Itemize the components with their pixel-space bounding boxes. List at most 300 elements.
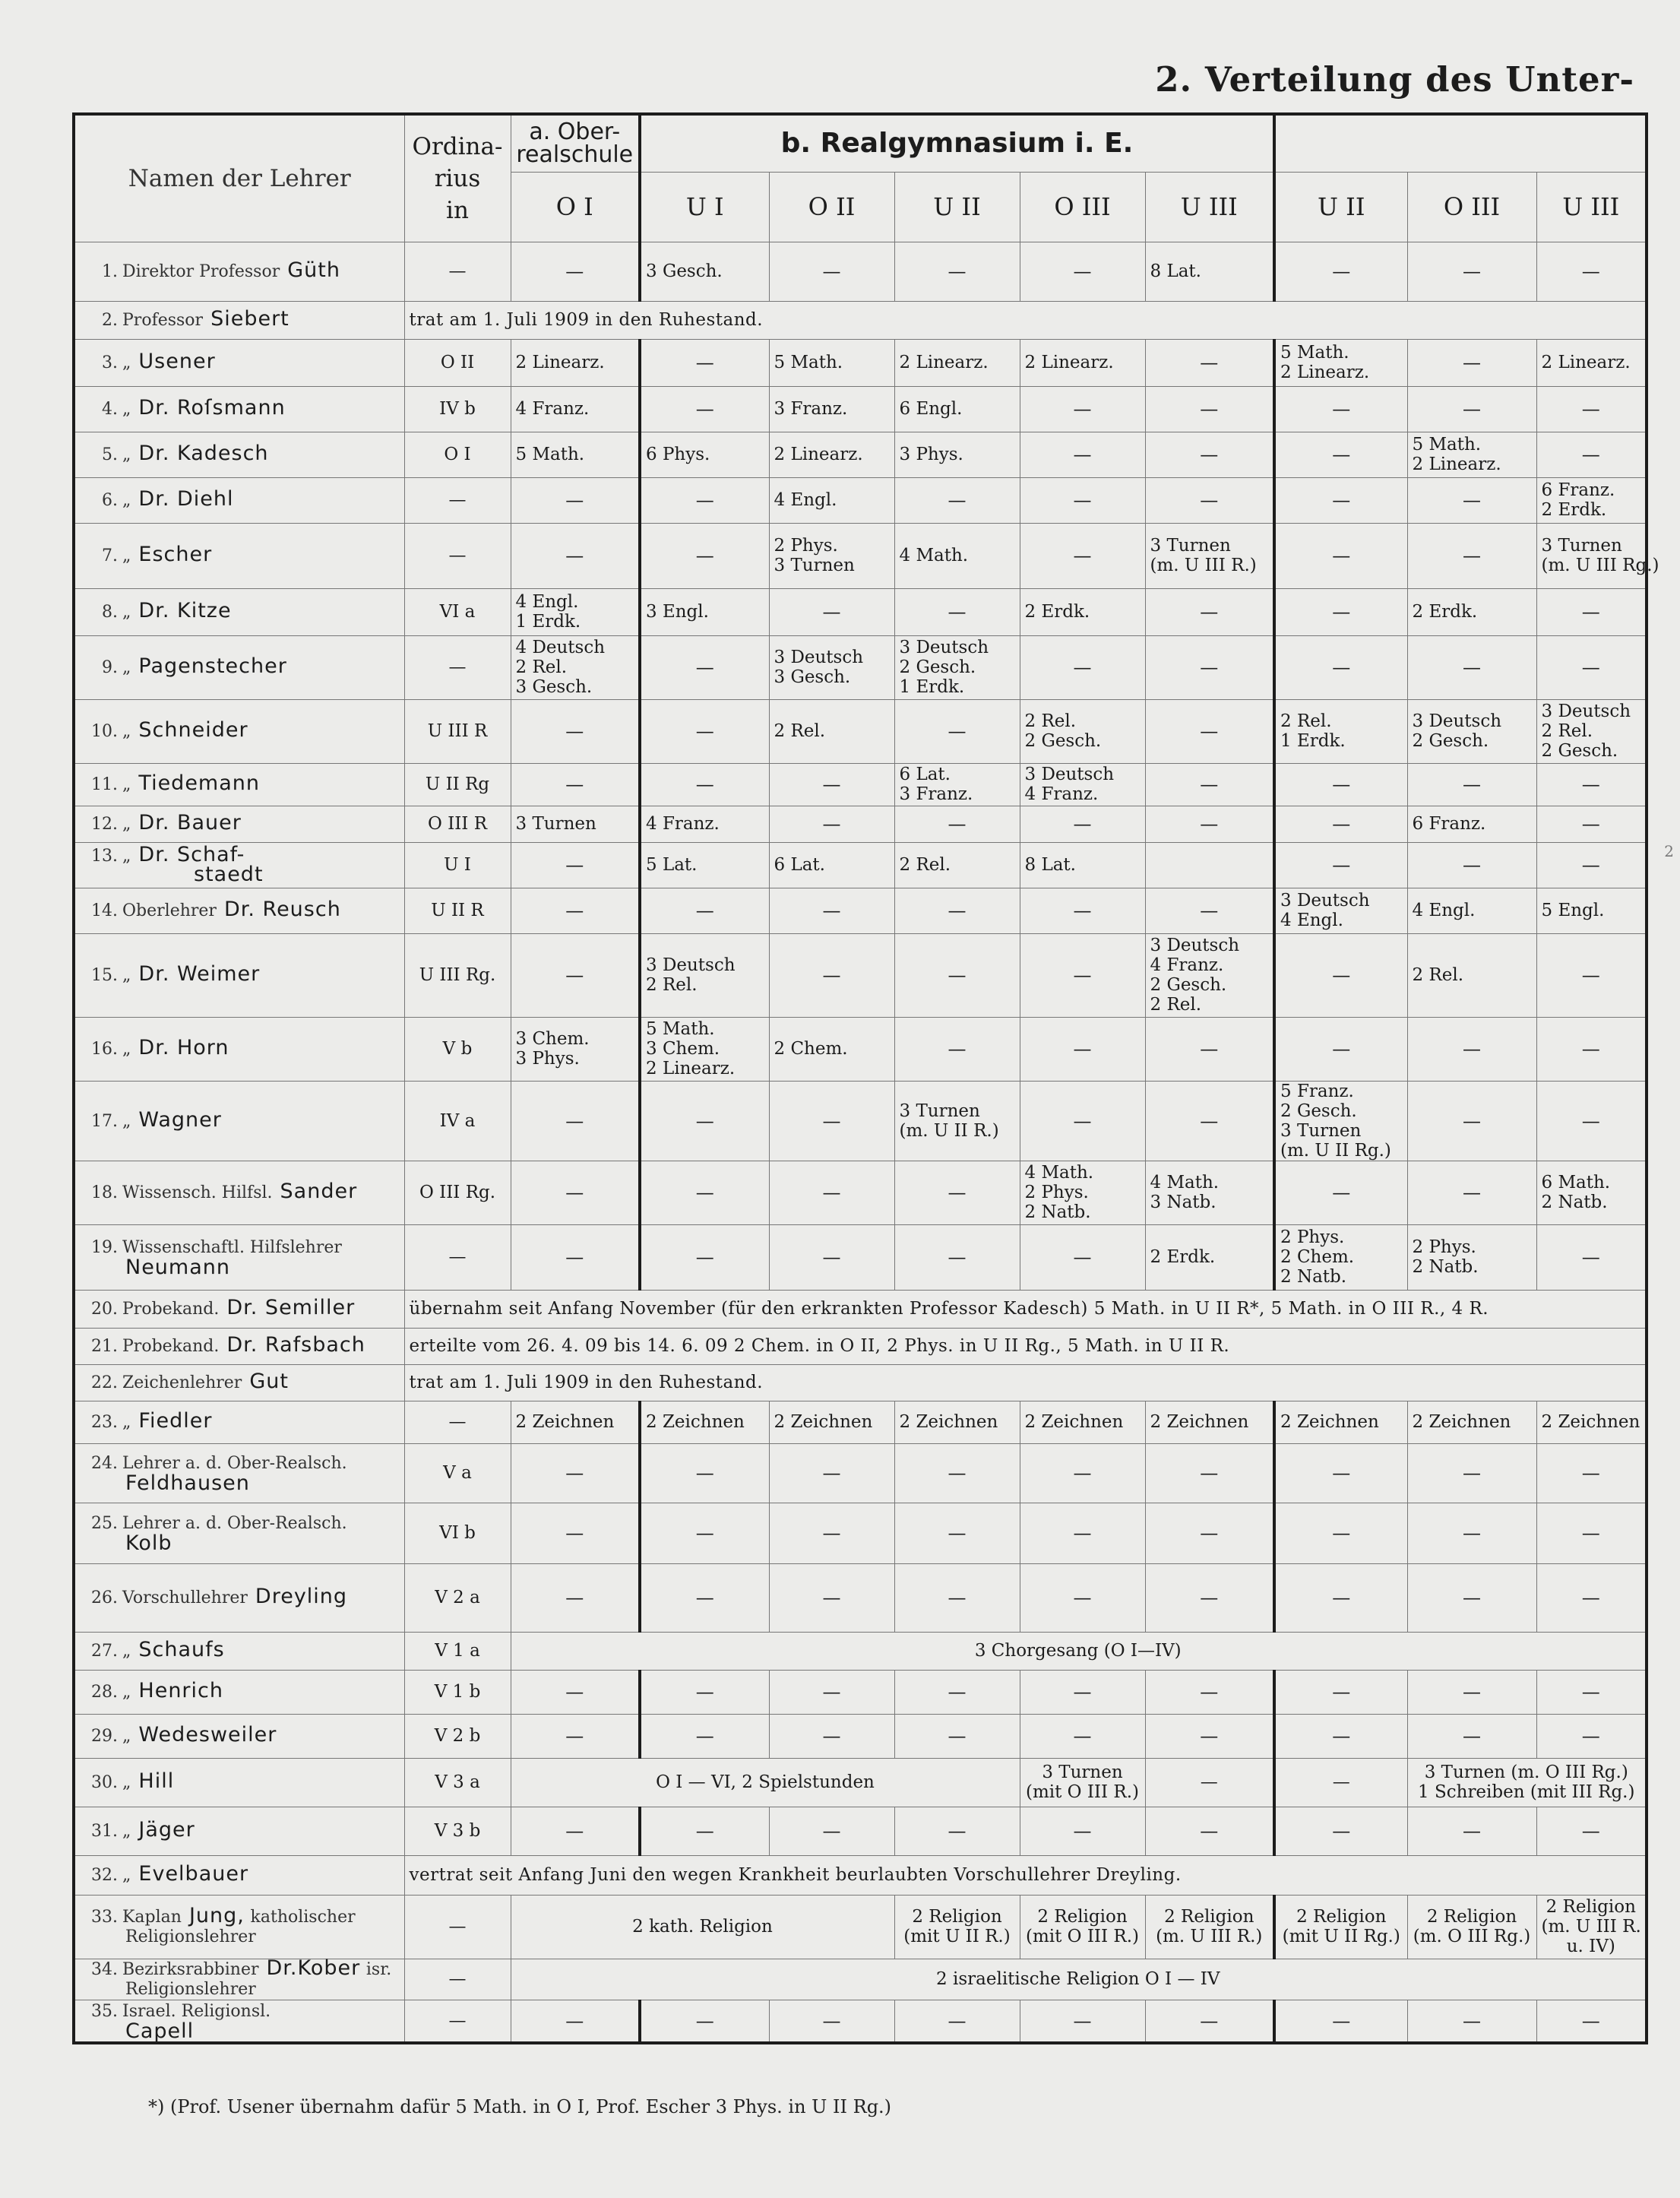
lesson-cell: — <box>640 523 769 588</box>
teacher-name: Dr.Kober <box>266 1956 361 1980</box>
lesson-cell: — <box>1020 888 1145 933</box>
row-number: 1. <box>102 262 118 281</box>
lesson-cell: 2 Rel. <box>769 699 894 763</box>
teacher-title: „ <box>122 400 131 419</box>
edge-mark: 2 <box>1664 842 1674 860</box>
teacher-name-cell <box>74 386 404 432</box>
lesson-cell: — <box>1407 2000 1536 2043</box>
teacher-name: Dr. Semiller <box>226 1296 356 1319</box>
ordinarius-cell: — <box>404 523 511 588</box>
ordinarius-cell: V 1 b <box>404 1670 511 1714</box>
table-row <box>74 1895 1647 1959</box>
header-group-b: b. Realgymnasium i. E. <box>640 114 1274 172</box>
teacher-name-cell <box>74 2000 404 2043</box>
lesson-cell: — <box>640 339 769 386</box>
lesson-cell: 6 Phys. <box>640 432 769 477</box>
row-number: 10. <box>91 722 118 741</box>
lesson-cell: — <box>1020 477 1145 523</box>
table-row <box>74 1670 1647 1714</box>
lesson-cell: — <box>1274 1758 1407 1807</box>
header-class-b-u-iii: U III <box>1145 172 1274 242</box>
lesson-cell: — <box>1145 1443 1274 1503</box>
table-row <box>74 888 1647 933</box>
lesson-cell: — <box>1145 1714 1274 1758</box>
header-class-b-o-iii: O III <box>1020 172 1145 242</box>
lesson-cell: — <box>1536 1224 1647 1290</box>
teacher-name: Evelbauer <box>138 1862 249 1886</box>
lesson-cell: — <box>511 1670 640 1714</box>
teacher-title: „ <box>122 1773 131 1792</box>
lesson-cell: — <box>1407 1503 1536 1563</box>
lesson-cell: 2 Religion (m. O III Rg.) <box>1407 1895 1536 1959</box>
ordinarius-cell: — <box>404 1401 511 1443</box>
lesson-cell: 4 Engl. <box>769 477 894 523</box>
lesson-cell: — <box>1536 1714 1647 1758</box>
lesson-cell: — <box>1020 1503 1145 1563</box>
lesson-cell: 2 Erdk. <box>1020 588 1145 635</box>
ordinarius-cell: — <box>404 242 511 301</box>
lesson-cell: 2 Phys. 2 Natb. <box>1407 1224 1536 1290</box>
ordinarius-cell: O II <box>404 339 511 386</box>
lesson-cell: — <box>769 888 894 933</box>
lesson-cell: 3 Deutsch 4 Franz. 2 Gesch. 2 Rel. <box>1145 933 1274 1017</box>
row-number: 4. <box>102 400 118 419</box>
lesson-cell: — <box>1407 1670 1536 1714</box>
lesson-cell: — <box>1407 523 1536 588</box>
ordinarius-cell: U II R <box>404 888 511 933</box>
lesson-cell: — <box>1274 806 1407 842</box>
teacher-name: Güth <box>287 258 340 282</box>
teacher-name: Dr. Kadesch <box>138 442 269 465</box>
lesson-cell: 2 Linearz. <box>1020 339 1145 386</box>
lesson-cell: — <box>1536 1670 1647 1714</box>
teacher-name: Feldhausen <box>125 1471 250 1495</box>
lesson-cell: — <box>1145 1563 1274 1632</box>
teacher-name: Dr. Bauer <box>138 811 242 835</box>
table-row <box>74 1081 1647 1161</box>
teacher-name: Dr. Kitze <box>138 599 232 622</box>
row-span-cell: 3 Chorgesang (O I—IV) <box>511 1632 1647 1670</box>
teacher-name: Dr. Rafsbach <box>226 1333 365 1357</box>
row-note-span: vertrat seit Anfang Juni den wegen Krankheit beurlaubten Vorschullehrer Dreyling. <box>404 1855 1647 1895</box>
lesson-cell: — <box>640 635 769 699</box>
lesson-cell: — <box>894 1503 1020 1563</box>
teacher-name-cell <box>74 1401 404 1443</box>
lesson-cell: — <box>894 933 1020 1017</box>
row-number: 18. <box>91 1183 118 1202</box>
lesson-cell: — <box>1020 1443 1145 1503</box>
teacher-name-cell <box>74 763 404 806</box>
ordinarius-cell: O III R <box>404 806 511 842</box>
lesson-cell: — <box>1145 477 1274 523</box>
teacher-title: „ <box>122 658 131 677</box>
lesson-cell: — <box>640 763 769 806</box>
lesson-cell: — <box>769 1081 894 1161</box>
lesson-cell: 2 Linearz. <box>511 339 640 386</box>
lesson-cell: 2 Phys. 2 Chem. 2 Natb. <box>1274 1224 1407 1290</box>
lesson-cell: 2 Linearz. <box>1536 339 1647 386</box>
row-number: 16. <box>91 1040 118 1059</box>
teacher-name: Sander <box>280 1180 358 1203</box>
teacher-title: „ <box>122 1683 131 1702</box>
lesson-cell: 4 Engl. 1 Erdk. <box>511 588 640 635</box>
lesson-cell: 6 Lat. <box>769 842 894 888</box>
lesson-cell: — <box>1020 1714 1145 1758</box>
lesson-cell: — <box>1145 1758 1274 1807</box>
lesson-cell: — <box>1536 1807 1647 1855</box>
lesson-cell: — <box>894 477 1020 523</box>
lesson-cell: — <box>511 477 640 523</box>
ordinarius-cell: — <box>404 1895 511 1959</box>
lesson-cell: — <box>1536 933 1647 1017</box>
lesson-cell: 2 Religion (m. U III R.) <box>1145 1895 1274 1959</box>
lesson-cell: 6 Engl. <box>894 386 1020 432</box>
lesson-cell: — <box>1536 842 1647 888</box>
lesson-cell: 2 Linearz. <box>769 432 894 477</box>
teacher-name-cell <box>74 1224 404 1290</box>
lesson-cell: — <box>1274 763 1407 806</box>
teacher-name-cell <box>74 888 404 933</box>
table-row <box>74 933 1647 1017</box>
table-row <box>74 635 1647 699</box>
lesson-cell: — <box>1274 1714 1407 1758</box>
row-number: 22. <box>91 1373 118 1392</box>
table-row <box>74 477 1647 523</box>
ordinarius-cell: V 1 a <box>404 1632 511 1670</box>
footnote: *) (Prof. Usener übernahm dafür 5 Math. in O I, Prof. Escher 3 Phys. in U II Rg.) <box>148 2096 892 2117</box>
lesson-cell: — <box>1020 1224 1145 1290</box>
ordinarius-cell: — <box>404 477 511 523</box>
teacher-name: Kolb <box>125 1531 172 1555</box>
lesson-cell: — <box>1020 806 1145 842</box>
lesson-cell: — <box>1536 432 1647 477</box>
lesson-cell: — <box>894 242 1020 301</box>
table-row <box>74 1017 1647 1081</box>
ordinarius-cell: — <box>404 1959 511 2000</box>
row-number: 31. <box>91 1822 118 1841</box>
teacher-title: Bezirksrabbiner <box>122 1960 259 1979</box>
lesson-cell: 2 Rel. <box>1407 933 1536 1017</box>
teacher-note-cont: Religionslehrer <box>125 1927 256 1946</box>
lesson-cell: — <box>894 1563 1020 1632</box>
lesson-cell: — <box>769 2000 894 2043</box>
table-row <box>74 1503 1647 1563</box>
lesson-cell: — <box>1020 432 1145 477</box>
lesson-cell: — <box>1407 242 1536 301</box>
lesson-cell: — <box>511 842 640 888</box>
table-row <box>74 242 1647 301</box>
row-span-cell: O I — VI, 2 Spielstunden <box>511 1758 1020 1807</box>
teacher-name-cell <box>74 1290 404 1328</box>
table-row <box>74 1328 1647 1364</box>
teacher-name-cell <box>74 523 404 588</box>
lesson-cell: — <box>1145 588 1274 635</box>
lesson-cell: — <box>1536 763 1647 806</box>
lesson-cell: — <box>1407 1807 1536 1855</box>
teacher-title: Kaplan <box>122 1908 182 1927</box>
ordinarius-cell: V 3 b <box>404 1807 511 1855</box>
lesson-cell: — <box>511 1224 640 1290</box>
ordinarius-cell: — <box>404 635 511 699</box>
lesson-cell: 5 Math. <box>511 432 640 477</box>
lesson-cell: — <box>1536 635 1647 699</box>
teacher-title: „ <box>122 353 131 372</box>
lesson-cell: — <box>1407 1017 1536 1081</box>
table-row <box>74 523 1647 588</box>
row-number: 26. <box>91 1588 118 1607</box>
teacher-name: Pagenstecher <box>138 654 287 678</box>
lesson-cell: 2 Zeichnen <box>511 1401 640 1443</box>
lesson-cell: — <box>894 806 1020 842</box>
row-number: 7. <box>102 546 118 565</box>
table-row <box>74 1758 1647 1807</box>
table-row <box>74 763 1647 806</box>
lesson-cell: — <box>1145 888 1274 933</box>
header-class-c-u-ii: U II <box>1274 172 1407 242</box>
teacher-title: Probekand. <box>122 1337 220 1356</box>
lesson-cell: — <box>511 1807 640 1855</box>
lesson-cell: — <box>1274 386 1407 432</box>
lesson-cell: 4 Franz. <box>640 806 769 842</box>
table-row <box>74 1632 1647 1670</box>
teacher-name: Wedesweiler <box>138 1723 277 1747</box>
teacher-title: Professor <box>122 311 204 330</box>
teacher-name: Wagner <box>138 1107 222 1132</box>
lesson-cell: — <box>640 1807 769 1855</box>
ordinarius-cell: VI b <box>404 1503 511 1563</box>
ordinarius-cell: U I <box>404 842 511 888</box>
teacher-name: Gut <box>249 1370 289 1393</box>
teacher-name: Schaufs <box>138 1638 225 1661</box>
lesson-cell: 3 Turnen (m. U II R.) <box>894 1081 1020 1161</box>
teacher-name-cell <box>74 933 404 1017</box>
lesson-cell: 3 Deutsch 4 Franz. <box>1020 763 1145 806</box>
teacher-name-cell <box>74 1855 404 1895</box>
teacher-name: Dreyling <box>255 1585 348 1608</box>
lesson-cell: — <box>640 1670 769 1714</box>
lesson-cell: — <box>1145 1503 1274 1563</box>
teacher-name-cell <box>74 1443 404 1503</box>
lesson-cell: 3 Turnen (m. U III R.) <box>1145 523 1274 588</box>
lesson-cell: 2 Erdk. <box>1407 588 1536 635</box>
table-row <box>74 842 1647 888</box>
teacher-name-cell <box>74 1017 404 1081</box>
lesson-cell: — <box>511 1081 640 1161</box>
lesson-cell: 3 Deutsch 2 Rel. 2 Gesch. <box>1536 699 1647 763</box>
teacher-name-cell <box>74 339 404 386</box>
lesson-cell: — <box>1536 588 1647 635</box>
lesson-cell: — <box>1407 842 1536 888</box>
teacher-title: „ <box>122 815 131 834</box>
lesson-cell: — <box>511 763 640 806</box>
header-class-a-o-i: O I <box>511 172 640 242</box>
teacher-name: Capell <box>125 2019 195 2043</box>
teacher-name-cell <box>74 477 404 523</box>
lesson-cell: 2 Religion (mit U II Rg.) <box>1274 1895 1407 1959</box>
teacher-name-cell <box>74 301 404 339</box>
lesson-cell: — <box>511 699 640 763</box>
lesson-cell: — <box>769 763 894 806</box>
lesson-cell: 8 Lat. <box>1145 242 1274 301</box>
row-number: 20. <box>91 1300 118 1319</box>
row-number: 33. <box>91 1908 118 1927</box>
lesson-cell: — <box>1020 242 1145 301</box>
header-group-a: a. Ober- realschule <box>511 114 640 172</box>
ordinarius-cell: U III R <box>404 699 511 763</box>
teacher-name-cell <box>74 806 404 842</box>
ordinarius-cell: O I <box>404 432 511 477</box>
row-number: 35. <box>91 2001 118 2021</box>
lesson-cell: — <box>640 1714 769 1758</box>
row-note-span: trat am 1. Juli 1909 in den Ruhestand. <box>404 301 1647 339</box>
lesson-cell: — <box>894 1017 1020 1081</box>
teacher-title: „ <box>122 603 131 622</box>
lesson-cell: — <box>1274 588 1407 635</box>
teacher-name: Neumann <box>125 1256 230 1279</box>
table-row <box>74 2000 1647 2043</box>
lesson-cell <box>1145 842 1274 888</box>
lesson-cell: 5 Math. 3 Chem. 2 Linearz. <box>640 1017 769 1081</box>
header-ordinarius: Ordina- rius in <box>404 114 511 242</box>
row-number: 27. <box>91 1642 118 1661</box>
teacher-name: Dr. Reusch <box>223 898 341 921</box>
teacher-title: Direktor Professor <box>122 262 280 281</box>
teacher-title: „ <box>122 1111 131 1131</box>
lesson-cell: 4 Math. 2 Phys. 2 Natb. <box>1020 1161 1145 1224</box>
lesson-cell: 2 Erdk. <box>1145 1224 1274 1290</box>
lesson-cell: — <box>1145 432 1274 477</box>
row-note-span: trat am 1. Juli 1909 in den Ruhestand. <box>404 1364 1647 1401</box>
table-row <box>74 1807 1647 1855</box>
lesson-cell: — <box>1274 1503 1407 1563</box>
teacher-note-cont: Religionslehrer <box>125 1980 256 1999</box>
row-span-cell: 2 kath. Religion <box>511 1895 894 1959</box>
lesson-cell: 2 Zeichnen <box>1145 1401 1274 1443</box>
lesson-cell: — <box>640 1161 769 1224</box>
lesson-cell: 8 Lat. <box>1020 842 1145 888</box>
teacher-name-cell <box>74 699 404 763</box>
table-row <box>74 1959 1647 2000</box>
lesson-cell: — <box>1020 523 1145 588</box>
table-row <box>74 1290 1647 1328</box>
lesson-cell: 2 Rel. <box>894 842 1020 888</box>
ordinarius-cell: — <box>404 1224 511 1290</box>
row-number: 2. <box>102 311 118 330</box>
lesson-cell: 2 Linearz. <box>894 339 1020 386</box>
header-class-b-u-i: U I <box>640 172 769 242</box>
table-row <box>74 1161 1647 1224</box>
lesson-cell: 2 Rel. 2 Gesch. <box>1020 699 1145 763</box>
teacher-name: Jäger <box>138 1818 195 1842</box>
teacher-title: „ <box>122 1866 131 1885</box>
teacher-note: isr. <box>365 1960 392 1979</box>
lesson-cell: — <box>1274 842 1407 888</box>
lesson-cell: — <box>769 1503 894 1563</box>
lesson-cell: — <box>1274 2000 1407 2043</box>
ordinarius-cell: O III Rg. <box>404 1161 511 1224</box>
lesson-cell: — <box>1274 1017 1407 1081</box>
row-number: 11. <box>91 775 118 794</box>
lesson-cell: 4 Math. 3 Natb. <box>1145 1161 1274 1224</box>
lesson-cell: — <box>1274 1670 1407 1714</box>
lesson-cell: 2 Zeichnen <box>894 1401 1020 1443</box>
lesson-cell: 2 Zeichnen <box>1274 1401 1407 1443</box>
table-row <box>74 588 1647 635</box>
lesson-cell: — <box>769 1714 894 1758</box>
lesson-cell: 3 Franz. <box>769 386 894 432</box>
row-number: 14. <box>91 901 118 920</box>
teacher-name-cell <box>74 1081 404 1161</box>
row-number: 9. <box>102 658 118 677</box>
lesson-cell: — <box>511 242 640 301</box>
teacher-name: Henrich <box>138 1679 223 1702</box>
row-span-cell: 2 israelitische Religion O I — IV <box>511 1959 1647 2000</box>
teacher-name: Jung, <box>188 1904 245 1927</box>
lesson-cell: — <box>511 1714 640 1758</box>
lesson-cell: — <box>640 1563 769 1632</box>
lesson-cell: — <box>894 1670 1020 1714</box>
lesson-cell: — <box>1274 242 1407 301</box>
teacher-name: Tiedemann <box>138 771 261 795</box>
lesson-cell: — <box>769 933 894 1017</box>
row-number: 32. <box>91 1866 118 1885</box>
lesson-cell: — <box>640 699 769 763</box>
lesson-cell: 3 Turnen (m. U III Rg.) <box>1536 523 1647 588</box>
teacher-name: Schneider <box>138 718 248 742</box>
lesson-cell: 3 Phys. <box>894 432 1020 477</box>
row-number: 17. <box>91 1111 118 1131</box>
ordinarius-cell: U III Rg. <box>404 933 511 1017</box>
lesson-cell: — <box>640 2000 769 2043</box>
row-number: 34. <box>91 1960 118 1979</box>
teacher-name: Escher <box>138 543 213 566</box>
teacher-name: Fiedler <box>138 1409 213 1433</box>
teacher-title: „ <box>122 445 131 464</box>
teacher-title: „ <box>122 546 131 565</box>
row-number: 12. <box>91 815 118 834</box>
lesson-cell: 3 Deutsch 2 Rel. <box>640 933 769 1017</box>
table-row <box>74 1364 1647 1401</box>
teacher-name-cell <box>74 1714 404 1758</box>
ordinarius-cell: V 2 a <box>404 1563 511 1632</box>
lesson-cell: — <box>894 699 1020 763</box>
lesson-cell: 2 Religion (mit U II R.) <box>894 1895 1020 1959</box>
teacher-name-cell <box>74 1563 404 1632</box>
lesson-cell: 2 Rel. 1 Erdk. <box>1274 699 1407 763</box>
lesson-cell: — <box>1145 699 1274 763</box>
table-row <box>74 1443 1647 1503</box>
lesson-cell: — <box>1536 1563 1647 1632</box>
lesson-cell: — <box>1020 2000 1145 2043</box>
lesson-cell: — <box>769 1161 894 1224</box>
teacher-title: Probekand. <box>122 1300 220 1319</box>
lesson-cell: — <box>1407 1714 1536 1758</box>
row-note-span: erteilte vom 26. 4. 09 bis 14. 6. 09 2 Chem. in O II, 2 Phys. in U II Rg., 5 Math. in U II R. <box>404 1328 1647 1364</box>
teacher-title: Wissensch. Hilfsl. <box>122 1183 273 1202</box>
lesson-cell: — <box>511 2000 640 2043</box>
lesson-cell: — <box>1536 386 1647 432</box>
table-row <box>74 386 1647 432</box>
lesson-cell: — <box>1536 242 1647 301</box>
lesson-cell: — <box>1145 1807 1274 1855</box>
lesson-cell: — <box>511 1443 640 1503</box>
lesson-cell: 6 Lat. 3 Franz. <box>894 763 1020 806</box>
header-class-b-u-ii: U II <box>894 172 1020 242</box>
lesson-cell: — <box>1274 432 1407 477</box>
lesson-cell: — <box>1020 386 1145 432</box>
lesson-cell: — <box>894 1161 1020 1224</box>
ordinarius-cell: V 3 a <box>404 1758 511 1807</box>
